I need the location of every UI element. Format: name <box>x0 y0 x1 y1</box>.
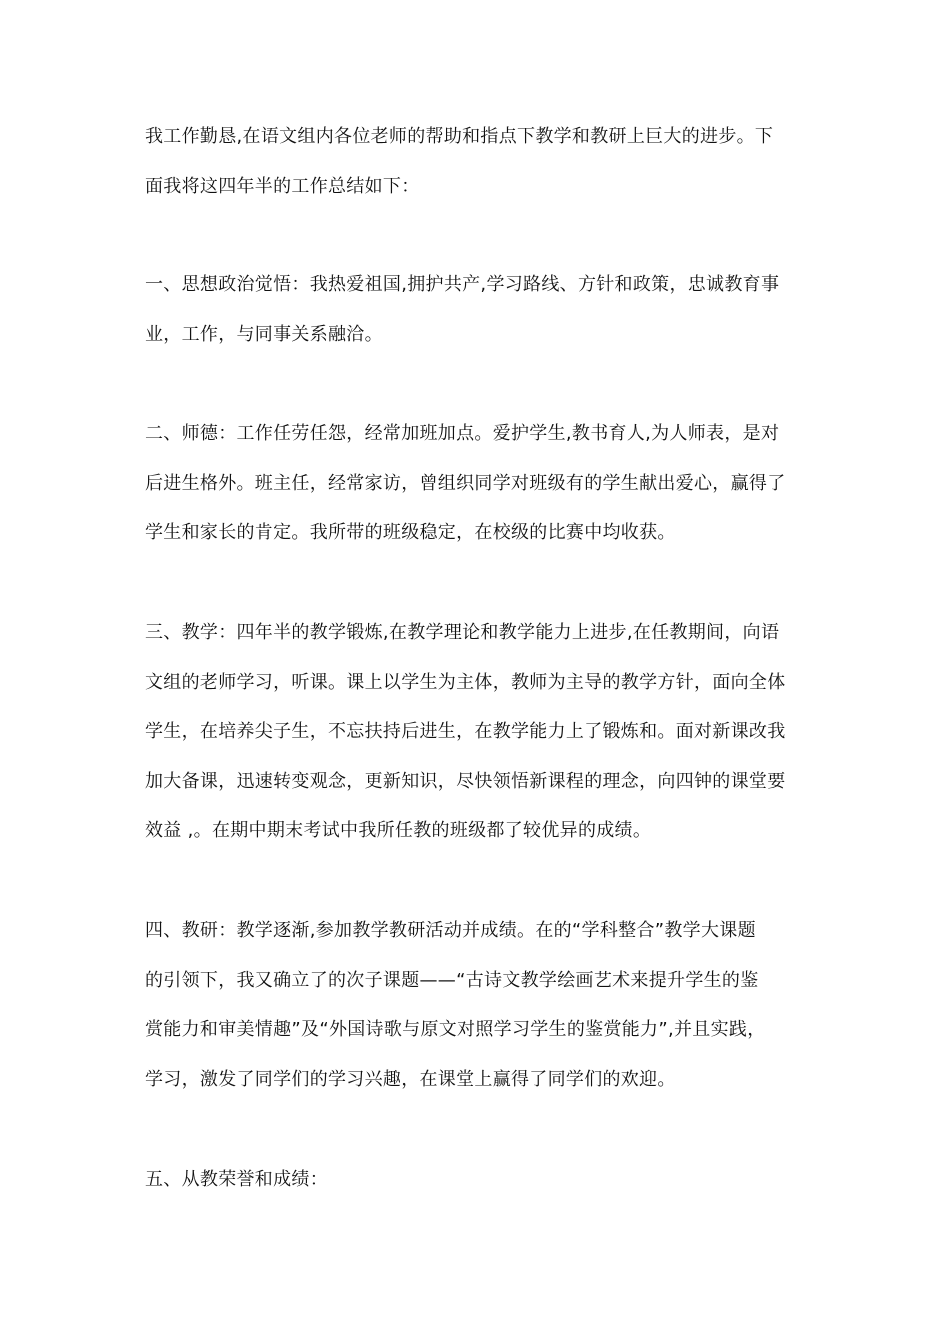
text-line: 加大备课，迅速转变观念，更新知识，尽快领悟新课程的理念，向四钟的课堂要 <box>145 770 786 792</box>
text-line: 我工作勤恳,在语文组内各位老师的帮助和指点下教学和教研上巨大的进步。下 <box>145 126 774 147</box>
text-line: 四、教研：教学逐渐,参加教学教研活动并成绩。在的“学科整合”教学大课题 <box>145 920 756 941</box>
paragraph-political <box>145 260 810 359</box>
text-line: 二、师德：工作任劳任怨，经常加班加点。爱护学生,教书育人,为人师表，是对 <box>145 423 780 444</box>
text-line: 效益 ,。在期中期末考试中我所任教的班级都了较优异的成绩。 <box>145 820 652 841</box>
paragraph-intro <box>145 112 810 211</box>
text-line: 赏能力和审美情趣”及“外国诗歌与原文对照学习学生的鉴赏能力”,并且实践， <box>145 1019 766 1040</box>
paragraph-honors-heading <box>145 1155 810 1205</box>
paragraph-research <box>145 906 810 1104</box>
text-line: 学生，在培养尖子生，不忘扶持后进生，在教学能力上了锻炼和。面对新课改我 <box>145 721 786 742</box>
text-line: 后进生格外。班主任，经常家访，曾组织同学对班级有的学生献出爱心，赢得了 <box>145 472 786 494</box>
text-line: 学生和家长的肯定。我所带的班级稳定，在校级的比赛中均收获。 <box>145 522 676 543</box>
text-line: 文组的老师学习，听课。课上以学生为主体，教师为主导的教学方针，面向全体 <box>145 671 786 693</box>
text-line: 一、思想政治觉悟：我热爱祖国,拥护共产,学习路线、方针和政策，忠诚教育事 <box>145 274 780 295</box>
text-line: 的引领下，我又确立了的次子课题——“古诗文教学绘画艺术来提升学生的鉴 <box>145 969 759 991</box>
text-line: 三、教学：四年半的教学锻炼,在教学理论和教学能力上进步,在任教期间，向语 <box>145 622 780 643</box>
text-line: 面我将这四年半的工作总结如下： <box>145 175 420 197</box>
text-line: 五、从教荣誉和成绩： <box>145 1169 328 1190</box>
text-line: 学习，激发了同学们的学习兴趣，在课堂上赢得了同学们的欢迎。 <box>145 1068 676 1090</box>
text-line: 业，工作，与同事关系融洽。 <box>145 323 383 345</box>
paragraph-teaching <box>145 608 810 856</box>
paragraph-ethics <box>145 409 810 558</box>
